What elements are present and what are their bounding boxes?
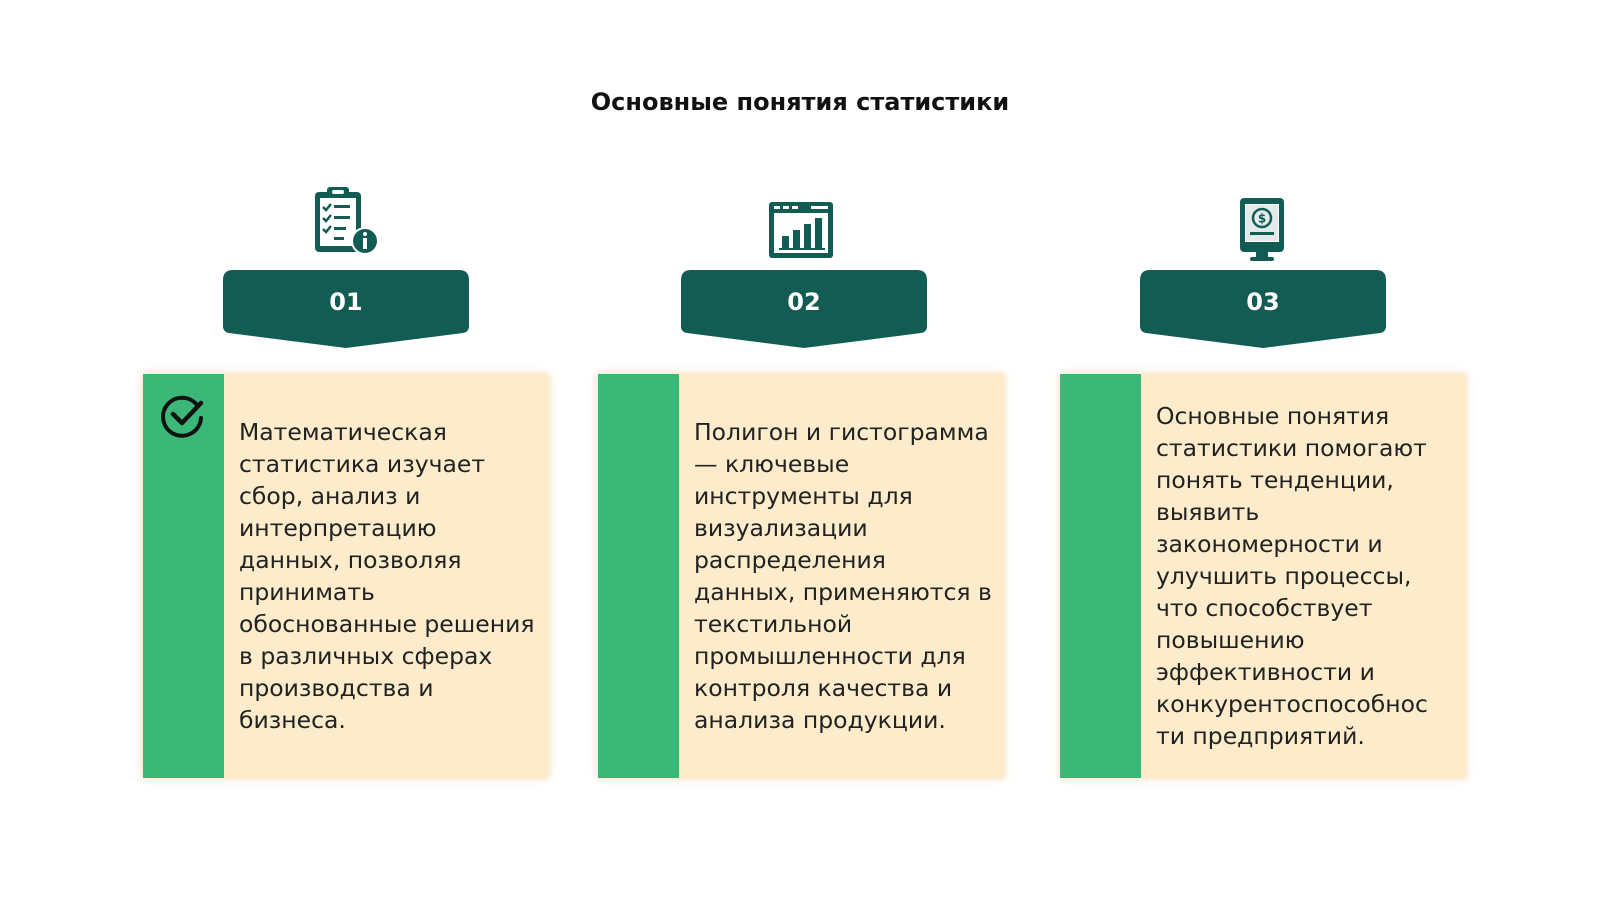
info-card-01: [143, 374, 549, 778]
step-badge-03: [1140, 270, 1386, 348]
browser-bar-chart-icon: [765, 196, 837, 268]
page-title: Основные понятия статистики: [590, 88, 1010, 116]
card-accent-bar: [1060, 374, 1141, 778]
card-accent-bar: [598, 374, 679, 778]
tablet-dollar-icon: [1226, 194, 1298, 266]
card-accent-bar: [143, 374, 224, 778]
card-description: [239, 374, 539, 778]
info-card-03: [1060, 374, 1466, 778]
clipboard-checklist-info-icon: [309, 186, 381, 258]
card-text: Математическая статистика изучает сбор, анализ и интерпретацию данных, позволяя принимать обоснованные решения в различных сферах производства и бизнеса.: [239, 418, 535, 734]
info-card-02: [598, 374, 1004, 778]
card-description: [694, 374, 994, 778]
card-text: Полигон и гистограмма — ключевые инструменты для визуализации распределения данных, применяются в текстильной промышленности для контроля качества и анализа продукции.: [694, 418, 992, 734]
card-description: [1156, 374, 1456, 778]
step-number: 03: [1246, 288, 1280, 316]
step-badge-01: [223, 270, 469, 348]
step-number: 01: [329, 288, 363, 316]
svg-text:$: $: [1257, 211, 1267, 226]
step-badge-02: [681, 270, 927, 348]
check-circle-icon: [160, 392, 206, 438]
card-text: Основные понятия статистики помогают понять тенденции, выявить закономерности и улучшить процессы, что способствует повышению эффективности и конкурентоспособнос ти предприятий.: [1156, 402, 1428, 750]
step-number: 02: [787, 288, 821, 316]
